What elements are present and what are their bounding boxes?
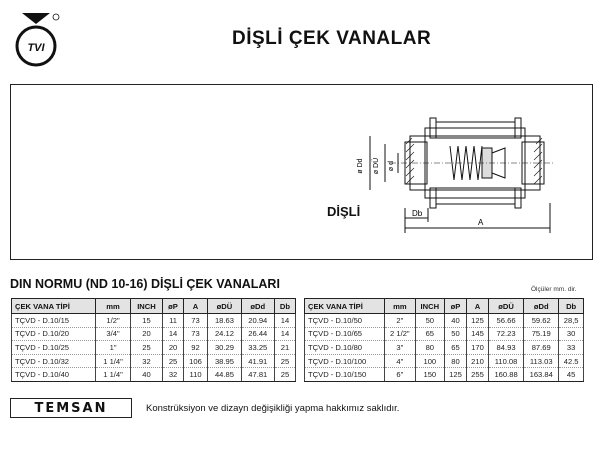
table-cell: 73 xyxy=(183,327,208,341)
table-row xyxy=(305,354,584,368)
table-row xyxy=(12,368,296,382)
table-cell: 3/4" xyxy=(96,327,130,341)
column-header: ÇEK VANA TİPİ xyxy=(305,299,385,314)
table-cell: 150 xyxy=(415,368,444,382)
table-row xyxy=(305,327,584,341)
table-cell: 2 1/2" xyxy=(385,327,416,341)
table-cell: TÇVD - D.10/150 xyxy=(305,368,385,382)
table-row xyxy=(305,368,584,382)
table-cell: TÇVD - D.10/100 xyxy=(305,354,385,368)
table-cell: 32 xyxy=(163,368,183,382)
table-cell: 1 1/4" xyxy=(96,368,130,382)
page-title: DİŞLİ ÇEK VANALAR xyxy=(232,28,432,49)
table-cell: 20 xyxy=(163,341,183,355)
table-cell: 25 xyxy=(274,354,295,368)
drawing-label: DİŞLİ xyxy=(327,204,361,219)
table-cell: 45 xyxy=(559,368,584,382)
table-cell: TÇVD - D.10/50 xyxy=(305,314,385,328)
column-header: mm xyxy=(385,299,416,314)
table-cell: TÇVD - D.10/65 xyxy=(305,327,385,341)
table-cell: 50 xyxy=(444,327,466,341)
table-cell: 106 xyxy=(183,354,208,368)
table-cell: 100 xyxy=(415,354,444,368)
logo-text: TVI xyxy=(27,42,45,54)
table-cell: 125 xyxy=(466,314,488,328)
table-row xyxy=(12,314,296,328)
table-cell: 110 xyxy=(183,368,208,382)
spec-table-right xyxy=(304,298,584,382)
table-cell: 47.81 xyxy=(241,368,274,382)
table-cell: 4" xyxy=(385,354,416,368)
table-cell: 59.62 xyxy=(524,314,559,328)
table-cell: 87.69 xyxy=(524,341,559,355)
column-header: mm xyxy=(96,299,130,314)
column-header: A xyxy=(183,299,208,314)
table-row xyxy=(305,341,584,355)
table-cell: 32 xyxy=(130,354,163,368)
column-header: INCH xyxy=(130,299,163,314)
table-cell: 80 xyxy=(444,354,466,368)
table-cell: 26.44 xyxy=(241,327,274,341)
column-header: øDÜ xyxy=(208,299,241,314)
table-cell: 15 xyxy=(130,314,163,328)
column-header: øDd xyxy=(524,299,559,314)
table-cell: 14 xyxy=(274,327,295,341)
table-cell: 30.29 xyxy=(208,341,241,355)
table-cell: 72.23 xyxy=(488,327,523,341)
dim-dd-label: ø Dd xyxy=(357,158,364,174)
table-cell: 28,5 xyxy=(559,314,584,328)
footer-note: Konstrüksiyon ve dizayn değişikliği yapma hakkımız saklıdır. xyxy=(146,403,400,414)
table-cell: 1/2" xyxy=(96,314,130,328)
table-cell: 84.93 xyxy=(488,341,523,355)
column-header: Db xyxy=(559,299,584,314)
table-cell: 65 xyxy=(444,341,466,355)
table-cell: TÇVD - D.10/15 xyxy=(12,314,96,328)
table-cell: 33 xyxy=(559,341,584,355)
dim-d-label: ø d xyxy=(388,160,395,172)
table-cell: 75.19 xyxy=(524,327,559,341)
table-cell: 3" xyxy=(385,341,416,355)
table-cell: 25 xyxy=(274,368,295,382)
table-row xyxy=(12,327,296,341)
table-row xyxy=(12,354,296,368)
table-cell: 113.03 xyxy=(524,354,559,368)
table-cell: 80 xyxy=(415,341,444,355)
column-header: ÇEK VANA TİPİ xyxy=(12,299,96,314)
table-cell: 255 xyxy=(466,368,488,382)
column-header: øDd xyxy=(241,299,274,314)
spec-table-left xyxy=(11,298,296,382)
table-cell: TÇVD - D.10/80 xyxy=(305,341,385,355)
table-header-row xyxy=(12,299,296,314)
table-cell: 92 xyxy=(183,341,208,355)
table-cell: 40 xyxy=(444,314,466,328)
company-logo xyxy=(14,10,64,70)
table-cell: 1 1/4" xyxy=(96,354,130,368)
column-header: øP xyxy=(163,299,183,314)
table-cell: 65 xyxy=(415,327,444,341)
table-cell: 1" xyxy=(96,341,130,355)
dim-db-label: Db xyxy=(412,209,423,218)
table-cell: 38.95 xyxy=(208,354,241,368)
table-row xyxy=(305,314,584,328)
table-cell: 170 xyxy=(466,341,488,355)
column-header: INCH xyxy=(415,299,444,314)
section-title: DIN NORMU (ND 10-16) DİŞLİ ÇEK VANALARI xyxy=(10,277,280,291)
table-cell: 30 xyxy=(559,327,584,341)
table-cell: 33.25 xyxy=(241,341,274,355)
table-cell: 41.91 xyxy=(241,354,274,368)
table-cell: 160.88 xyxy=(488,368,523,382)
table-cell: 210 xyxy=(466,354,488,368)
table-cell: 2" xyxy=(385,314,416,328)
table-cell: TÇVD - D.10/40 xyxy=(12,368,96,382)
column-header: Db xyxy=(274,299,295,314)
table-cell: 40 xyxy=(130,368,163,382)
column-header: øP xyxy=(444,299,466,314)
table-header-row xyxy=(305,299,584,314)
table-cell: 20 xyxy=(130,327,163,341)
table-row xyxy=(12,341,296,355)
table-cell: 18.63 xyxy=(208,314,241,328)
table-cell: 21 xyxy=(274,341,295,355)
table-cell: 56.66 xyxy=(488,314,523,328)
table-cell: TÇVD - D.10/20 xyxy=(12,327,96,341)
units-note: Ölçüler mm. dir. xyxy=(531,286,577,293)
table-cell: TÇVD - D.10/25 xyxy=(12,341,96,355)
table-cell: 44.85 xyxy=(208,368,241,382)
table-cell: TÇVD - D.10/32 xyxy=(12,354,96,368)
table-cell: 25 xyxy=(130,341,163,355)
table-cell: 14 xyxy=(274,314,295,328)
table-cell: 24.12 xyxy=(208,327,241,341)
table-cell: 6" xyxy=(385,368,416,382)
table-cell: 20.94 xyxy=(241,314,274,328)
table-cell: 110.08 xyxy=(488,354,523,368)
table-cell: 11 xyxy=(163,314,183,328)
column-header: øDÜ xyxy=(488,299,523,314)
column-header: A xyxy=(466,299,488,314)
brand-logo: TEMSAN xyxy=(10,398,132,418)
table-cell: 42.5 xyxy=(559,354,584,368)
table-cell: 145 xyxy=(466,327,488,341)
table-cell: 163.84 xyxy=(524,368,559,382)
dim-a-label: A xyxy=(478,218,484,227)
table-cell: 14 xyxy=(163,327,183,341)
dim-du-label: ø DÜ xyxy=(373,157,380,175)
table-cell: 125 xyxy=(444,368,466,382)
table-cell: 73 xyxy=(183,314,208,328)
valve-cross-section-drawing xyxy=(350,108,560,248)
table-cell: 50 xyxy=(415,314,444,328)
table-cell: 25 xyxy=(163,354,183,368)
